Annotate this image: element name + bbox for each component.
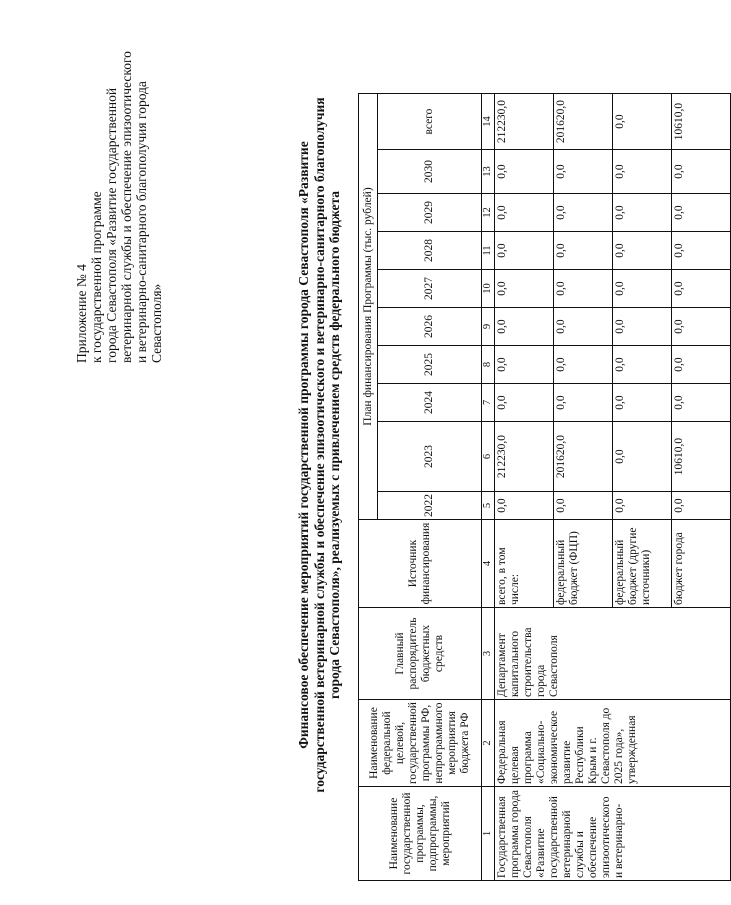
value-cell: 0,0 <box>554 384 613 422</box>
title-line: Финансовое обеспечение мероприятий государственной программы города Севастополя «Развитие <box>296 141 311 749</box>
column-number: 1 <box>482 787 495 881</box>
value-cell: 0,0 <box>672 232 731 270</box>
column-number: 14 <box>482 94 495 150</box>
header-year: 2030 <box>378 150 482 194</box>
column-number: 10 <box>482 270 495 308</box>
appendix-line: ветеринарной службы и обеспечение эпизоотического <box>119 51 134 363</box>
document-title <box>296 35 343 855</box>
appendix-line: и ветеринарно-санитарного благополучия города <box>134 81 149 363</box>
header-year: 2026 <box>378 308 482 346</box>
value-cell: 0,0 <box>495 150 554 194</box>
total-cell: 0,0 <box>613 94 672 150</box>
value-cell: 0,0 <box>613 232 672 270</box>
column-number: 8 <box>482 346 495 384</box>
header-total: всего <box>378 94 482 150</box>
value-cell: 0,0 <box>672 384 731 422</box>
header-year: 2023 <box>378 422 482 492</box>
value-cell: 0,0 <box>672 194 731 232</box>
funding-source-cell: федеральный бюджет (ФЦП) <box>554 520 613 608</box>
appendix-line: к государственной программе <box>89 191 104 363</box>
funding-source-cell: всего, в том числе: <box>495 520 554 608</box>
program-name-cell: Государственная программа города Севастополя «Развитие государственной ветеринарной службы и обеспечение эпизоотического и ветеринарно- <box>495 787 731 881</box>
table-row <box>495 94 554 881</box>
appendix-title: Приложение № 4 <box>74 264 89 363</box>
column-number: 12 <box>482 194 495 232</box>
column-number: 9 <box>482 308 495 346</box>
value-cell: 0,0 <box>495 492 554 520</box>
value-cell: 0,0 <box>672 346 731 384</box>
value-cell: 0,0 <box>554 308 613 346</box>
column-number: 3 <box>482 608 495 700</box>
column-number: 13 <box>482 150 495 194</box>
appendix-line: города Севастополя «Развитие государственной <box>104 87 119 363</box>
value-cell: 201620,0 <box>554 422 613 492</box>
column-number: 7 <box>482 384 495 422</box>
value-cell: 0,0 <box>554 150 613 194</box>
financing-table <box>358 93 731 881</box>
value-cell: 10610,0 <box>672 422 731 492</box>
value-cell: 0,0 <box>495 308 554 346</box>
total-cell: 212230,0 <box>495 94 554 150</box>
value-cell: 0,0 <box>495 232 554 270</box>
column-number: 6 <box>482 422 495 492</box>
value-cell: 212230,0 <box>495 422 554 492</box>
funding-source-cell: бюджет города <box>672 520 731 608</box>
value-cell: 0,0 <box>613 270 672 308</box>
value-cell: 0,0 <box>495 346 554 384</box>
header-funding-source: Источник финансирования <box>359 520 482 608</box>
value-cell: 0,0 <box>613 492 672 520</box>
column-number: 11 <box>482 232 495 270</box>
header-year: 2025 <box>378 346 482 384</box>
header-year: 2022 <box>378 492 482 520</box>
value-cell: 0,0 <box>613 346 672 384</box>
column-number: 5 <box>482 492 495 520</box>
title-line: города Севастополя», реализуемых с привлечением средств федерального бюджета <box>327 191 342 700</box>
value-cell: 0,0 <box>613 308 672 346</box>
value-cell: 0,0 <box>613 194 672 232</box>
value-cell: 0,0 <box>495 194 554 232</box>
value-cell: 0,0 <box>554 346 613 384</box>
header-program-name: Наименование государственной программы, подпрограммы, мероприятий <box>359 787 482 881</box>
appendix-line: Севастополя» <box>149 283 164 363</box>
value-cell: 0,0 <box>672 308 731 346</box>
federal-program-cell: Федеральная целевая программа «Социально-экономическое развитие Республики Крым и г. Севастополя до 2025 года», утвержденная <box>495 700 731 787</box>
header-federal-program: Наименование федеральной целевой, государственной программы РФ, непрограммного мероприятия бюджета РФ <box>359 700 482 787</box>
appendix-block <box>74 33 164 363</box>
header-funding-plan: План финансирования Программы (тыс. рублей) <box>359 94 378 520</box>
value-cell: 0,0 <box>613 384 672 422</box>
value-cell: 0,0 <box>613 422 672 492</box>
value-cell: 0,0 <box>672 150 731 194</box>
title-line: государственной ветеринарной службы и обеспечение эпизоотического и ветеринарно-санитарного благополучия <box>311 97 327 793</box>
budget-manager-cell: Департамент капитального строительства города Севастополя <box>495 608 731 700</box>
value-cell: 0,0 <box>495 384 554 422</box>
value-cell: 0,0 <box>672 270 731 308</box>
value-cell: 0,0 <box>554 194 613 232</box>
funding-source-cell: федеральный бюджет (другие источники) <box>613 520 672 608</box>
value-cell: 0,0 <box>495 270 554 308</box>
value-cell: 0,0 <box>672 492 731 520</box>
column-number: 2 <box>482 700 495 787</box>
value-cell: 0,0 <box>554 270 613 308</box>
header-year: 2029 <box>378 194 482 232</box>
header-year: 2027 <box>378 270 482 308</box>
total-cell: 201620,0 <box>554 94 613 150</box>
value-cell: 0,0 <box>554 232 613 270</box>
value-cell: 0,0 <box>554 492 613 520</box>
header-year: 2024 <box>378 384 482 422</box>
header-year: 2028 <box>378 232 482 270</box>
header-budget-manager: Главный распорядитель бюджетных средств <box>359 608 482 700</box>
total-cell: 10610,0 <box>672 94 731 150</box>
column-number: 4 <box>482 520 495 608</box>
value-cell: 0,0 <box>613 150 672 194</box>
